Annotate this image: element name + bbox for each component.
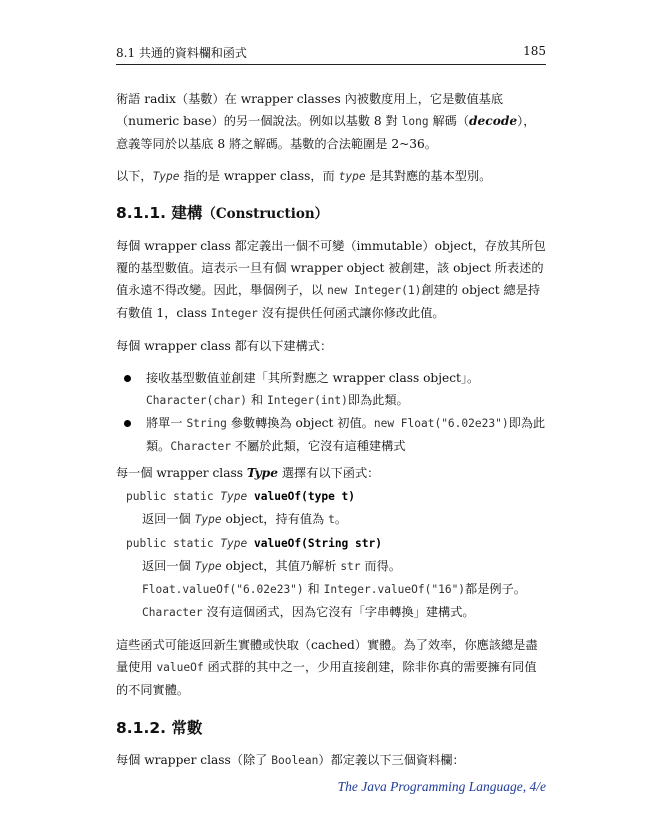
decode-term: decode: [469, 114, 518, 128]
constructor-list: [116, 367, 546, 458]
bullet-icon: [124, 375, 131, 382]
section-heading-constants: 8.1.2. 常數: [116, 719, 203, 737]
valueof-intro: 每一個 wrapper class Type 選擇有以下函式：: [116, 466, 380, 480]
bullet-icon: [124, 420, 131, 427]
method-description: 返回一個 Type object，持有值為 t。: [142, 512, 348, 526]
page-content: [116, 88, 546, 772]
inline-code: long: [401, 115, 429, 128]
type-term: Type: [152, 170, 180, 183]
method-description: 返回一個 Type object，其值乃解析 str 而得。Float.valueOf("6.02e23") 和 Integer.valueOf("16")都是例子。Character 沒有這個函式，因為它沒有「字串轉換」建構式。: [142, 559, 526, 619]
inline-code: valueOf: [156, 661, 204, 674]
list-item: 將單一 String 參數轉換為 object 初值。new Float("6.02e23")即為此類。Character 不屬於此類，它沒有這種建構式: [116, 412, 546, 458]
method-signature: public static Type valueOf(String str): [126, 537, 382, 550]
constructors-intro: 每個 wrapper class 都有以下建構式：: [116, 339, 333, 353]
book-title-footer: The Java Programming Language, 4/e: [337, 779, 546, 794]
type-term: Type: [246, 466, 278, 480]
page-number: 185: [523, 44, 546, 58]
type-notation-paragraph: 以下，Type 指的是 wrapper class，而 type 是其對應的基本型別。: [116, 169, 492, 183]
caching-paragraph: 這些函式可能返回新生實體或快取（cached）實體。為了效率，你應該總是盡量使用 valueOf 函式群的其中之一，少用直接創建，除非你真的需要擁有同值的不同實體。: [116, 638, 538, 697]
header-rule: [116, 64, 546, 65]
immutable-paragraph: 每個 wrapper class 都定義出一個不可變（immutable）object，存放其所包覆的基型數值。這表示一旦有個 wrapper object 被創建，該 object 所表述的值永遠不得改變。因此，舉個例子，以 new Integer(1)創建的 object 總是持有數值 1，class Integer 沒有提供任何函式讓你修改此值。: [116, 239, 546, 320]
section-heading-construction: 8.1.1. 建構（Construction）: [116, 204, 329, 222]
inline-code: new Integer(1): [327, 284, 422, 297]
method-signature: public static Type valueOf(type t): [126, 490, 356, 503]
running-header: [116, 44, 546, 60]
radix-paragraph: 術語 radix（基數）在 wrapper classes 內被數度用上，它是數值基底（numeric base）的另一個說法。例如以基數 8 對 long 解碼（decode），意義等同於以基底 8 將之解碼。基數的合法範圍是 2~36。: [116, 92, 536, 151]
list-item: 接收基型數值並創建「其所對應之 wrapper class object」。Character(char) 和 Integer(int)即為此類。: [116, 367, 546, 412]
constants-paragraph: 每個 wrapper class（除了 Boolean）都定義以下三個資料欄：: [116, 753, 465, 767]
type-term-lower: type: [338, 170, 366, 183]
header-title: 8.1 共通的資料欄和函式: [116, 46, 247, 60]
inline-code: Integer: [210, 307, 258, 320]
inline-code: Boolean: [271, 754, 319, 767]
